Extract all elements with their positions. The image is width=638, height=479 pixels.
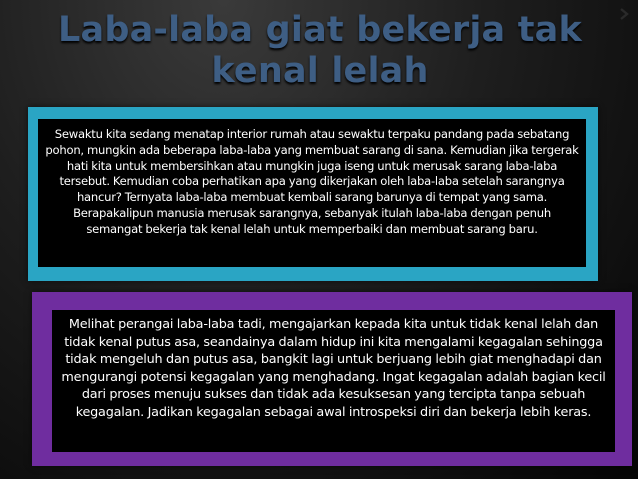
slide-title-line-2: kenal lelah	[211, 51, 429, 91]
purple-panel-content	[52, 310, 615, 452]
slide-title-line-1: Laba-laba giat bekerja tak	[58, 10, 582, 50]
paragraph-spider-story: Sewaktu kita sedang menatap interior rumah atau sewaktu terpaku pandang pada sebatang pohon, mungkin ada beberapa laba-laba yang membuat sarang di sana. Kemudian jika tergerak hati kita untuk membersihkan atau mungkin juga iseng untuk merusak sarang laba-laba tersebut. Kemudian coba perhatikan apa yang dikerjakan oleh laba-laba setelah sarangnya hancur? Ternyata laba-laba membuat kembali sarang barunya di tempat yang sama. Berapakalipun manusia merusak sarangnya, sebanyak itulah laba-laba dengan penuh semangat bekerja tak kenal lelah untuk memperbaiki dan membuat sarang baru.	[45, 127, 579, 236]
teal-text-panel	[28, 107, 598, 281]
purple-text-panel	[32, 292, 632, 466]
paragraph-lesson: Melihat perangai laba-laba tadi, mengajarkan kepada kita untuk tidak kenal lelah dan tidak kenal putus asa, seandainya dalam hidup ini kita mengalami kegagalan sehingga tidak mengeluh dan putus asa, bangkit lagi untuk berjuang lebih giat menghadapi dan mengurangi potensi kegagalan yang menghadang. Ingat kegagalan adalah bagian kecil dari proses menuju sukses dan tidak ada kesuksesan yang tercipta tanpa sebuah kegagalan. Jadikan kegagalan sebagai awal introspeksi diri dan bekerja lebih keras.	[61, 317, 606, 420]
slide-title	[40, 10, 600, 92]
chevron-right-icon	[618, 7, 632, 21]
teal-panel-content	[38, 119, 586, 267]
